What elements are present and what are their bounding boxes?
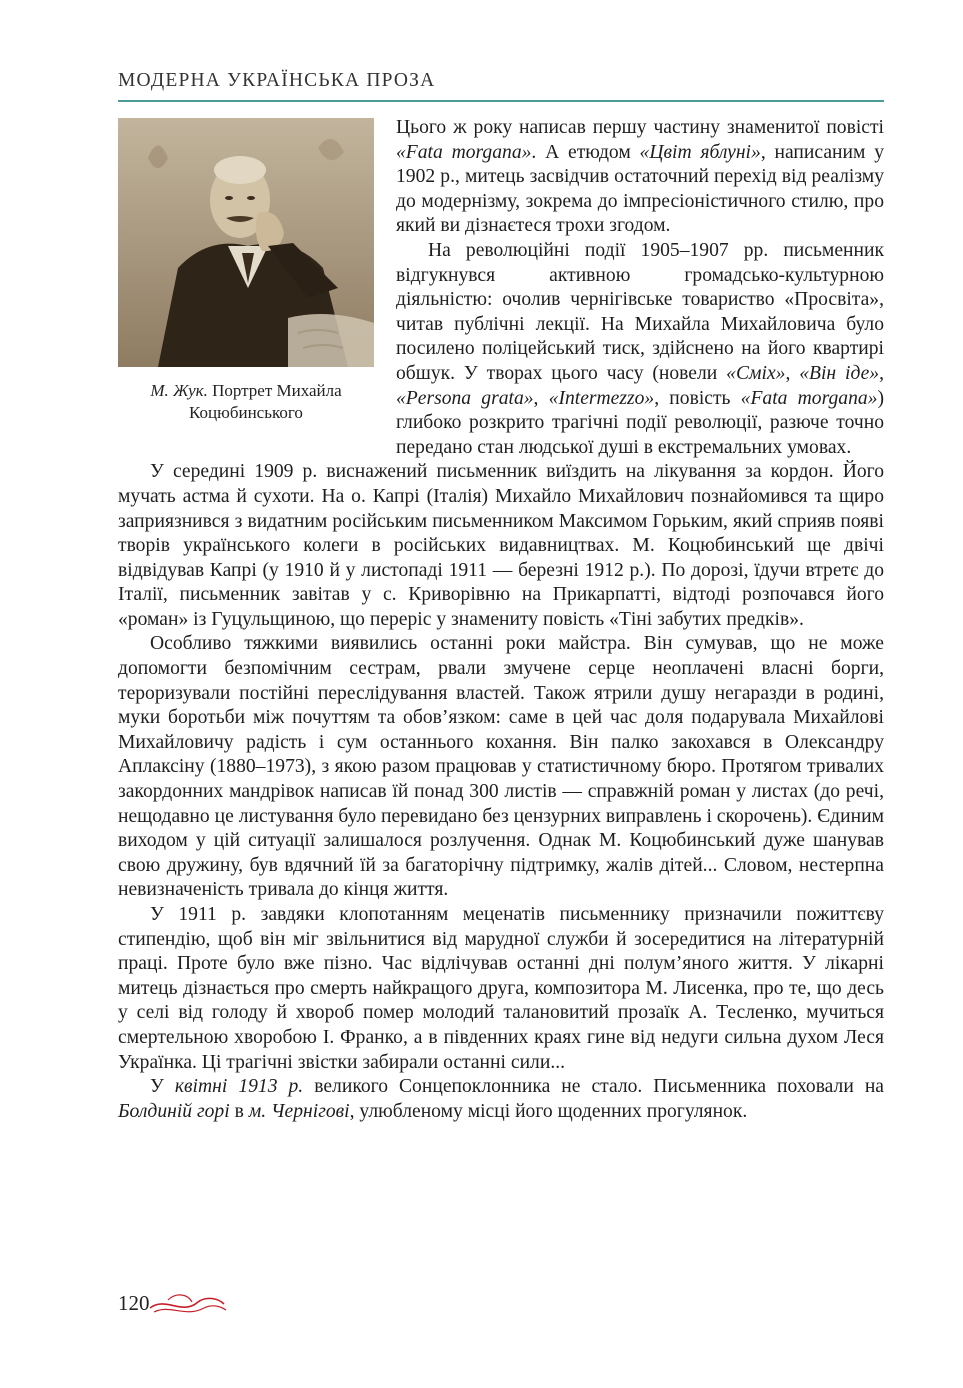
text-run: Особливо тяжкими виявились останні роки майстра. Він сумував, що не може допомогти безпомічним сестрам, рвали змучене серце неоплачені власні борги, тероризували постійні переслідування властей. Також ятрили душу негаразди в родині, муки боротьби між почуттям та обов’язком: саме в цей час доля подарувала Михайлові Михайловичу радість і сум останнього кохання. Він палко закохався в Олександру Аплаксіну (1880–1973), з якою разом працював у статистичному бюро. Протягом тривалих закордонних мандрівок написав їй понад 300 листів — справжній роман у листах (до речі, нещодавно це листування було перевидано без цензурних виправлень і скорочень). Єдиним виходом у цій ситуації залишалося розлучення. Однак М. Коцюбинський дуже шанував свою дружину, був вдячний їй за багаторічну підтримку, жалів дітей... Словом, нестерпна невизначеність тривала до кінця життя. xyxy=(118,633,884,901)
text-run: Цього ж року написав першу частину знаменитої повісті xyxy=(396,117,884,138)
text-run: На революційні події 1905–1907 рр. письменник відгукнувся активною громадсько-культурною діяльністю: очолив чернігівське товариство «Просвіта», читав публічні лекції. На Михайла Михайловича було посилено поліцейський тиск, здійснено на його квартирі обшук. У творах цього часу (новели xyxy=(396,239,884,384)
text-run: «Persona grata» xyxy=(396,387,534,409)
red-flourish-icon xyxy=(148,1290,228,1318)
article-body xyxy=(118,116,884,1124)
text-run: ) глибоко розкрито трагічні події революції, разюче точно передано стан людської душі в екстремальних умовах. xyxy=(396,387,885,458)
page-number: 120 xyxy=(118,1291,150,1315)
text-run: Болдиній горі xyxy=(118,1100,230,1122)
text-run: , xyxy=(533,387,549,409)
header-rule xyxy=(118,100,884,102)
running-header: МОДЕРНА УКРАЇНСЬКА ПРОЗА xyxy=(118,70,436,91)
text-run: «Цвіт яблуні» xyxy=(639,141,761,163)
text-run: «Intermezzo» xyxy=(548,387,655,409)
text-run: У xyxy=(150,1076,175,1098)
caption-text: Портрет Михайла Коцюбинського xyxy=(189,381,342,422)
text-run: , улюбленому місці його щоденних прогулянок. xyxy=(349,1100,748,1122)
text-run: , xyxy=(879,362,885,384)
paragraph-4 xyxy=(118,632,884,903)
text-run: великого Сонцепоклонника не стало. Письменника поховали на xyxy=(303,1076,885,1098)
text-run: м. Чернігові xyxy=(248,1100,350,1122)
text-run: У 1911 р. завдяки клопотанням меценатів письменнику призначили пожиттєву стипендію, щоб він міг звільнитися від марудної служби й зосередитися на літературній праці. Проте було вже пізно. Час відлічував останні дні полум’яного життя. У лікарні митець дізнається про смерть найкращого друга, композитора М. Лисенка, про те, що десь у селі від голоду й хвороб помер молодий талановитий прозаїк А. Тесленко, мучиться смертельною хворобою І. Франко, а в південних краях гине від недуги сильна духом Леся Українка. Ці трагічні звістки забирали останні сили... xyxy=(118,904,884,1073)
figure-spacer xyxy=(118,116,396,452)
text-run: в xyxy=(229,1100,249,1122)
text-run: , написаним у 1902 р., митець засвідчив остаточний перехід від реалізму до модернізму, зокрема до імпресіоністичного стилю, про який ви дізнаєтеся трохи згодом. xyxy=(396,141,884,237)
text-run: квітні 1913 р. xyxy=(174,1076,304,1098)
text-run: , повість xyxy=(654,387,741,409)
text-run: , xyxy=(785,362,800,384)
text-run: «Він іде» xyxy=(799,362,880,384)
text-run: «Сміх» xyxy=(726,362,786,384)
caption-author: М. Жук. xyxy=(150,381,208,400)
paragraph-6 xyxy=(118,1075,884,1124)
paragraph-5 xyxy=(118,903,884,1075)
text-run: «Fata morgana» xyxy=(396,141,532,163)
paragraph-3 xyxy=(118,460,884,632)
text-run: . А етюдом xyxy=(531,141,640,163)
text-run: У середині 1909 р. виснажений письменник виїздить на лікування за кордон. Його мучать астма й сухоти. На о. Капрі (Італія) Михайло Михайлович познайомився та щиро заприязнився з видатним російським письменником Максимом Горьким, який сприяв появі творів українського колеги в російських видавництвах. М. Коцюбинський ще двічі відвідував Капрі (у 1910 й у листопаді 1911 — березні 1912 р.). По дорозі, їдучи втретє до Італії, письменник завітав у с. Криворівню на Прикарпатті, відтоді розпочався його «роман» із Гуцульщиною, що переріс у знамениту повість «Тіні забутих предків». xyxy=(118,461,884,630)
text-run: «Fata morgana» xyxy=(740,387,878,409)
